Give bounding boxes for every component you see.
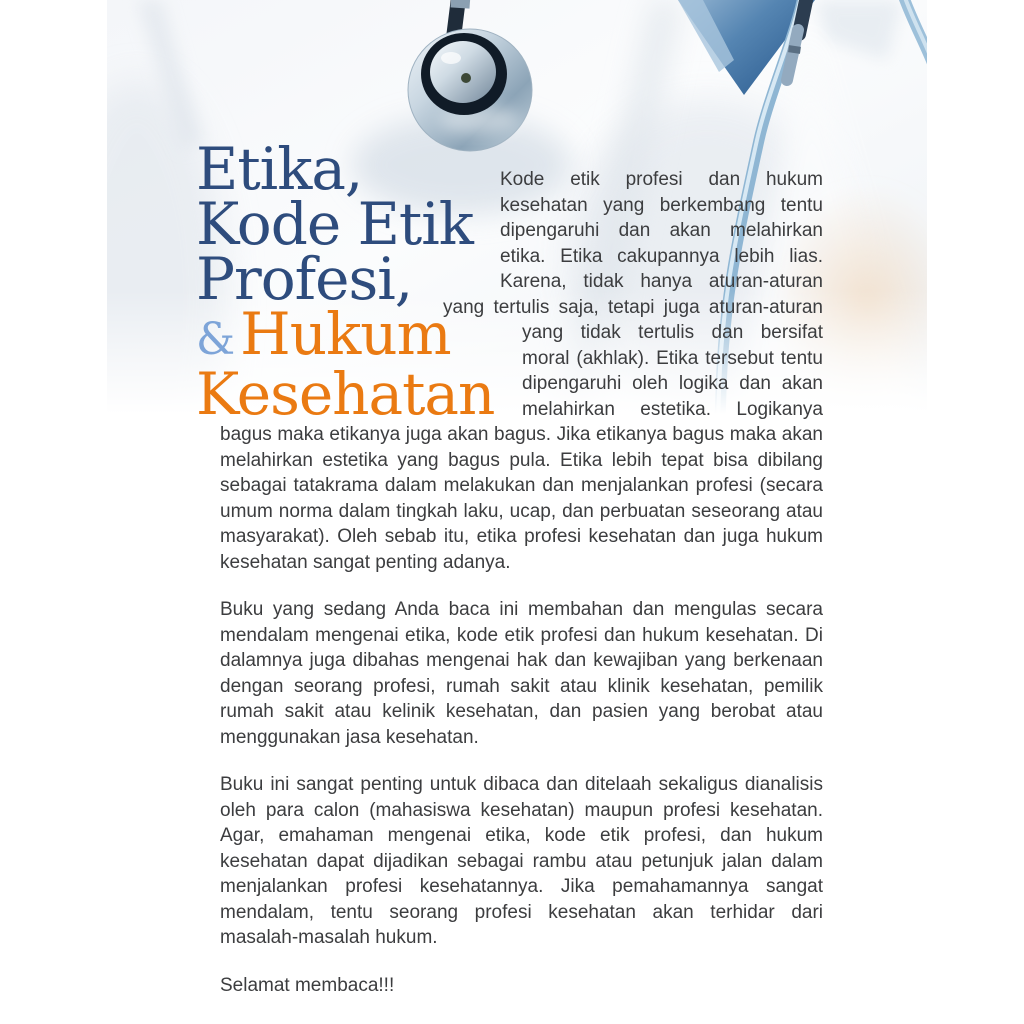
intro-paragraph: Kode etik profesi dan hukum kesehatan yang berkembang tentu dipengaruhi dan akan melahirkan etika. Etika cakupannya lebih lias. Karena, tidak hanya aturan-aturan yang tertulis saja, tetapi juga aturan-aturan yang tidak tertulis dan bersifat moral (akhlak). Etika tersebut tentu dipengaruhi oleh logika dan akan melahirkan estetika. Logikanya bagus maka etikanya juga akan bagus. Jika etikanya bagus maka akan melahirkan estetika yang bagus pula. Etika lebih tepat bisa dibilang sebagai tatakrama dalam melakukan dan menjalankan profesi (secara umum norma dalam tingkah laku, ucap, dan perbuatan seseorang atau masyarakat). Oleh sebab itu, etika profesi kesehatan dan juga hukum kesehatan sangat penting adanya. (220, 169, 823, 573)
chestpiece-center (461, 73, 471, 83)
importance-paragraph: Buku ini sangat penting untuk dibaca dan ditelaah sekaligus dianalisis oleh para calon (mahasiswa kesehatan) maupun profesi kesehatan. Agar, emahaman mengenai etika, kode etik profesi, dan hukum kesehatan dapat dijadikan sebagai rambu atau petunjuk jalan dalam menjalankan profesi kesehatannya. Jika pemahamannya sangat mendalam, tentu seorang profesi kesehatan akan terhidar dari masalah-masalah hukum. (220, 774, 823, 948)
title-line-etika: Etika, (196, 135, 363, 203)
title-line-kode-etik: Kode Etik (196, 190, 473, 258)
title-line-profesi: Profesi, (196, 245, 413, 313)
closing-text: Selamat membaca!!! (220, 974, 395, 996)
ampersand: & (196, 314, 235, 365)
tube-connector-band (794, 46, 795, 53)
stethoscope-stem-cap (460, 0, 461, 8)
book-title (190, 135, 530, 428)
title-line-kesehatan: Kesehatan (196, 360, 495, 428)
cover-text (190, 135, 823, 998)
chestpiece-diaphragm (430, 41, 496, 103)
book-description-paragraph: Buku yang sedang Anda baca ini membahan dan mengulas secara mendalam mengenai etika, kode etik profesi dan hukum kesehatan. Di dalamnya juga dibahas mengenai hak dan kewajiban yang berkenaan dengan seorang profesi, rumah sakit atau klinik kesehatan, pemilik rumah sakit atau kelinik kesehatan, dan pasien yang berobat atau menggunakan jasa kesehatan. (220, 599, 823, 748)
title-word-hukum: Hukum (240, 300, 451, 368)
